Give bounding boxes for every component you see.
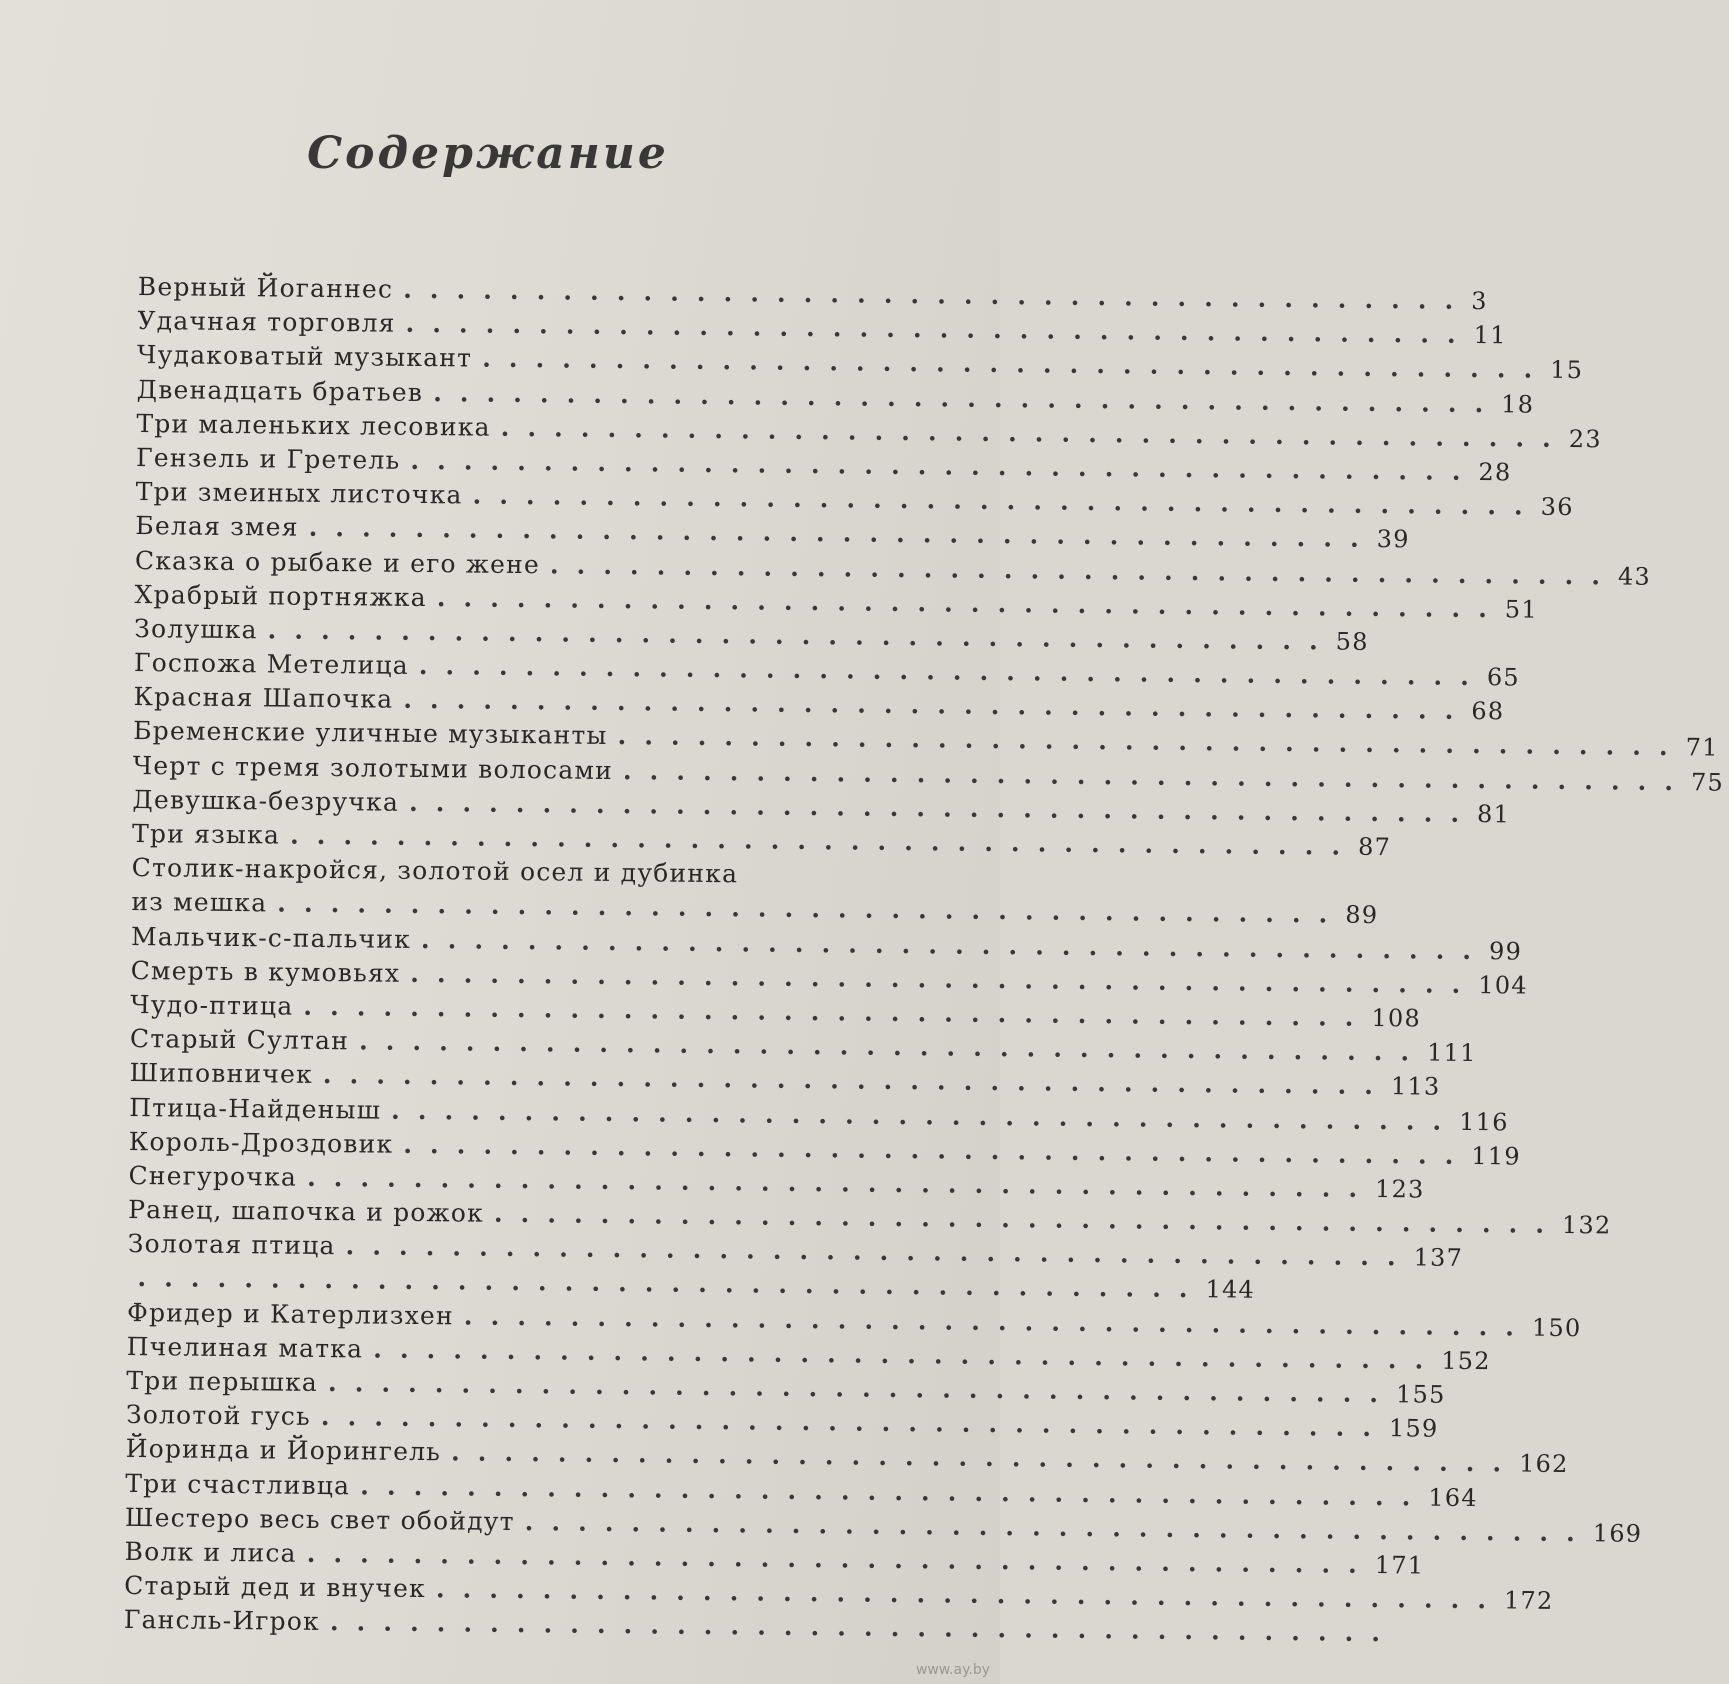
toc-entry-page: 39 — [1376, 525, 1410, 554]
dot-leader: ........................................ — [289, 820, 1359, 861]
toc-entry-page: 28 — [1478, 457, 1512, 487]
toc-entry-page: 75 — [1690, 767, 1725, 797]
dot-leader: ........................................ — [137, 1263, 1206, 1304]
toc-entry-title: Белая змея — [135, 511, 299, 543]
toc-entry-title: Золотая птица — [127, 1229, 336, 1261]
toc-entry-page: 68 — [1471, 697, 1505, 726]
toc-entry-page: 15 — [1550, 356, 1584, 385]
page-title: Содержание — [307, 128, 669, 179]
table-of-contents — [123, 272, 1725, 1648]
dot-leader: ........................................ — [493, 1198, 1563, 1240]
toc-entry-page: 162 — [1519, 1449, 1569, 1479]
dot-leader: ........................................ — [450, 1437, 1520, 1478]
toc-entry-page: 51 — [1504, 595, 1538, 624]
toc-entry-title: Три счастливца — [125, 1468, 351, 1500]
toc-entry-title: Три маленьких лесовика — [136, 408, 491, 442]
toc-entry-page: 152 — [1441, 1346, 1491, 1376]
toc-entry-title: Красная Шапочка — [133, 682, 394, 714]
dot-leader: ........................................ — [373, 1334, 1442, 1375]
toc-entry-title: Бременские уличные музыканты — [133, 716, 608, 751]
toc-entry-title: Чудаковатый музыкант — [136, 340, 473, 373]
dot-leader: ........................................ — [308, 513, 1377, 554]
toc-entry-title: Три перышка — [126, 1365, 319, 1397]
dot-leader: ........................................ — [358, 1026, 1428, 1067]
toc-entry-title: Шиповничек — [129, 1058, 314, 1090]
dot-leader: ........................................ — [327, 1368, 1397, 1409]
toc-entry-page: 150 — [1531, 1313, 1582, 1342]
toc-entry-page: 119 — [1471, 1141, 1521, 1171]
toc-entry-title: Старый Султан — [129, 1024, 350, 1056]
toc-entry-page: 169 — [1592, 1519, 1643, 1548]
toc-entry-title: Мальчик-с-пальчик — [130, 921, 412, 954]
dot-leader: ........................................ — [403, 685, 1472, 726]
dot-leader: ........................................ — [420, 924, 1490, 965]
watermark: www.ay.by — [915, 1662, 990, 1678]
toc-entry-page: 3 — [1471, 286, 1488, 316]
dot-leader: ........................................ — [410, 958, 1479, 999]
toc-entry-page: 23 — [1568, 424, 1602, 454]
toc-entry-page: 172 — [1503, 1586, 1554, 1616]
toc-entry-title: Птица-Найденыш — [129, 1092, 382, 1125]
toc-entry-page: 123 — [1374, 1174, 1425, 1204]
toc-entry-title: Столик-накройся, золотой осел и дубинка — [131, 853, 739, 889]
toc-entry-title: из мешка — [131, 887, 268, 918]
dot-leader: ........................................ — [390, 1095, 1460, 1136]
toc-entry-title: Ранец, шапочка и рожок — [128, 1195, 485, 1228]
dot-leader: ........................................ — [418, 651, 1488, 692]
toc-entry-page: 11 — [1473, 321, 1507, 350]
dot-leader: ........................................ — [472, 480, 1541, 521]
toc-entry-title: Три языка — [131, 818, 281, 850]
dot-leader: ........................................ — [433, 377, 1502, 418]
toc-entry-page: 171 — [1374, 1550, 1425, 1580]
dot-leader: ........................................ — [549, 549, 1619, 591]
dot-leader: ........................................ — [306, 1162, 1376, 1203]
dot-leader: ........................................ — [622, 755, 1692, 796]
dot-leader: ........................................ — [329, 1607, 1399, 1648]
toc-entry-title: Йоринда и Йорингель — [125, 1434, 442, 1467]
dot-leader: ........................................ — [360, 1470, 1429, 1512]
dot-leader: ........................................ — [463, 1301, 1533, 1342]
toc-entry-page: 116 — [1459, 1107, 1509, 1136]
toc-entry-page: 87 — [1357, 832, 1392, 862]
toc-entry-page: 89 — [1345, 901, 1379, 930]
toc-entry-title: Шестеро весь свет обойдут — [124, 1502, 515, 1536]
toc-entry-page: 113 — [1390, 1072, 1441, 1101]
toc-entry-page: 137 — [1413, 1243, 1464, 1273]
dot-leader: ........................................ — [617, 721, 1686, 762]
dot-leader: ........................................ — [500, 412, 1569, 453]
dot-leader: ........................................ — [403, 1129, 1472, 1170]
toc-entry — [123, 1605, 1399, 1648]
toc-entry-title: Верный Йоганнес — [137, 272, 394, 304]
dot-leader: ........................................ — [410, 445, 1479, 486]
dot-leader: ........................................ — [267, 615, 1336, 656]
toc-entry-title: Волк и лиса — [124, 1536, 297, 1568]
toc-entry-title: Снегурочка — [128, 1160, 298, 1192]
toc-entry-title: Пчелиная матка — [126, 1331, 364, 1364]
toc-entry-page: 99 — [1488, 936, 1523, 966]
toc-entry-title: Смерть в кумовьях — [130, 955, 401, 988]
toc-entry-title: Удачная торговля — [137, 306, 396, 338]
dot-leader: ........................................ — [322, 1060, 1392, 1101]
toc-entry-page: 104 — [1478, 970, 1528, 1000]
dot-leader: ........................................ — [524, 1506, 1593, 1548]
toc-entry-page: 159 — [1388, 1414, 1439, 1443]
toc-entry-page: 43 — [1617, 562, 1652, 591]
dot-leader: ........................................ — [405, 308, 1474, 350]
toc-entry-page: 18 — [1501, 389, 1535, 419]
toc-entry-title: Госпожа Метелица — [133, 648, 409, 680]
toc-entry-title: Черт с тремя золотыми волосами — [132, 750, 614, 785]
dot-leader: ........................................ — [320, 1402, 1390, 1443]
toc-entry-page: 164 — [1428, 1483, 1478, 1512]
toc-entry-title: Гансль-Игрок — [123, 1605, 321, 1637]
dot-leader: ........................................ — [408, 787, 1478, 828]
toc-entry-page: 81 — [1476, 799, 1511, 829]
toc-entry-page: 155 — [1395, 1380, 1446, 1409]
toc-entry-title: Старый дед и внучек — [124, 1571, 427, 1604]
toc-entry-title: Золушка — [134, 613, 258, 645]
dot-leader: ........................................ — [435, 1574, 1505, 1615]
dot-leader: ........................................ — [482, 343, 1551, 385]
toc-entry-title: Храбрый портняжка — [134, 579, 427, 612]
toc-entry-title: Золотой гусь — [125, 1400, 312, 1432]
toc-entry-page: 71 — [1685, 733, 1719, 763]
toc-entry-title: Фридер и Катерлизхен — [126, 1297, 455, 1330]
dot-leader: ........................................ — [306, 1538, 1375, 1579]
toc-entry-title: Двенадцать братьев — [136, 374, 424, 407]
toc-entry-title: Сказка о рыбаке и его жене — [134, 545, 541, 579]
toc-entry-title: Чудо-птица — [130, 989, 294, 1021]
dot-leader: ........................................ — [436, 582, 1506, 624]
toc-entry-page: 58 — [1335, 627, 1369, 656]
toc-entry-page: 36 — [1540, 492, 1574, 522]
toc-entry-page: 144 — [1205, 1275, 1256, 1305]
dot-leader: ........................................ — [277, 888, 1346, 930]
toc-entry-page: 111 — [1426, 1038, 1477, 1068]
toc-entry-page: 65 — [1486, 663, 1521, 692]
toc-entry-title: Король-Дроздовик — [128, 1126, 394, 1159]
toc-entry-page: 108 — [1371, 1003, 1422, 1033]
dot-leader: ........................................ — [403, 274, 1472, 315]
dot-leader: ........................................ — [303, 991, 1372, 1032]
toc-entry-page: 132 — [1561, 1211, 1612, 1240]
toc-entry-title: Девушка-безручка — [132, 784, 400, 817]
toc-entry-title: Три змеиных листочка — [135, 477, 463, 510]
dot-leader: ........................................ — [345, 1231, 1414, 1272]
toc-entry-title: Гензель и Гретель — [135, 442, 401, 475]
